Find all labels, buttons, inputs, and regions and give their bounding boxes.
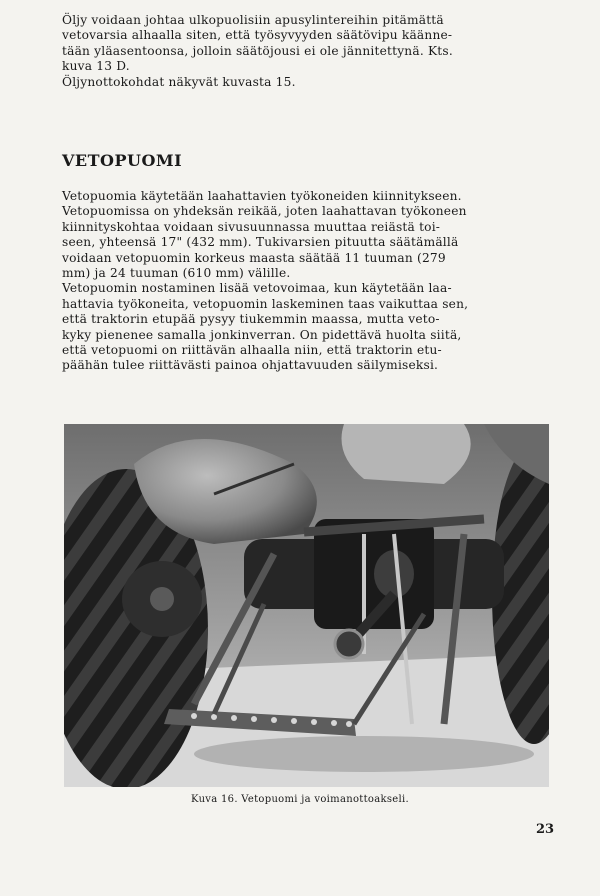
text-line: että traktorin etupää pysyy tiukemmin maassa, mutta veto- bbox=[62, 312, 440, 327]
text-line: Vetopuomissa on yhdeksän reikää, joten laahattavan työkoneen bbox=[62, 204, 467, 219]
page-number: 23 bbox=[536, 822, 555, 837]
photo-illustration bbox=[64, 424, 549, 787]
text-line: seen, yhteensä 17" (432 mm). Tukivarsien pituutta säätämällä bbox=[62, 235, 459, 250]
text-line: tään yläasentoonsa, jolloin säätöjousi ei ole jännitettynä. Kts. bbox=[62, 43, 453, 58]
text-line: Öljynottokohdat näkyvät kuvasta 15. bbox=[62, 74, 296, 89]
text-line: voidaan vetopuomin korkeus maasta säätää 11 tuuman (279 bbox=[62, 250, 446, 265]
text-line: vetovarsia alhaalla siten, että työsyvyyden säätövipu käänne- bbox=[62, 28, 453, 43]
text-line: Vetopuomin nostaminen lisää vetovoimaa, kun käytetään laa- bbox=[62, 281, 452, 296]
text-line: kuva 13 D. bbox=[62, 59, 130, 74]
text-line: hattavia työkoneita, vetopuomin laskeminen taas vaikuttaa sen, bbox=[62, 296, 469, 311]
text-line: Öljy voidaan johtaa ulkopuolisiin apusylintereihin pitämättä bbox=[62, 13, 444, 27]
section-heading: VETOPUOMI bbox=[62, 151, 183, 170]
figure-caption: Kuva 16. Vetopuomi ja voimanottoakseli. bbox=[191, 794, 409, 805]
body-paragraph bbox=[62, 189, 548, 374]
text-line: mm) ja 24 tuuman (610 mm) välille. bbox=[62, 266, 291, 281]
intro-paragraph bbox=[62, 13, 548, 90]
text-line: päähän tulee riittävästi painoa ohjattavuuden säilymiseksi. bbox=[62, 358, 439, 373]
tractor-drawbar-photo bbox=[64, 424, 549, 787]
text-line: kyky pienenee samalla jonkinverran. On pidettävä huolta siitä, bbox=[62, 327, 462, 342]
text-line: että vetopuomi on riittävän alhaalla niin, että traktorin etu- bbox=[62, 343, 442, 358]
text-line: Vetopuomia käytetään laahattavien työkoneiden kiinnitykseen. bbox=[62, 189, 462, 203]
text-line: kiinnityskohtaa voidaan sivusuunnassa muuttaa reiästä toi- bbox=[62, 219, 441, 234]
